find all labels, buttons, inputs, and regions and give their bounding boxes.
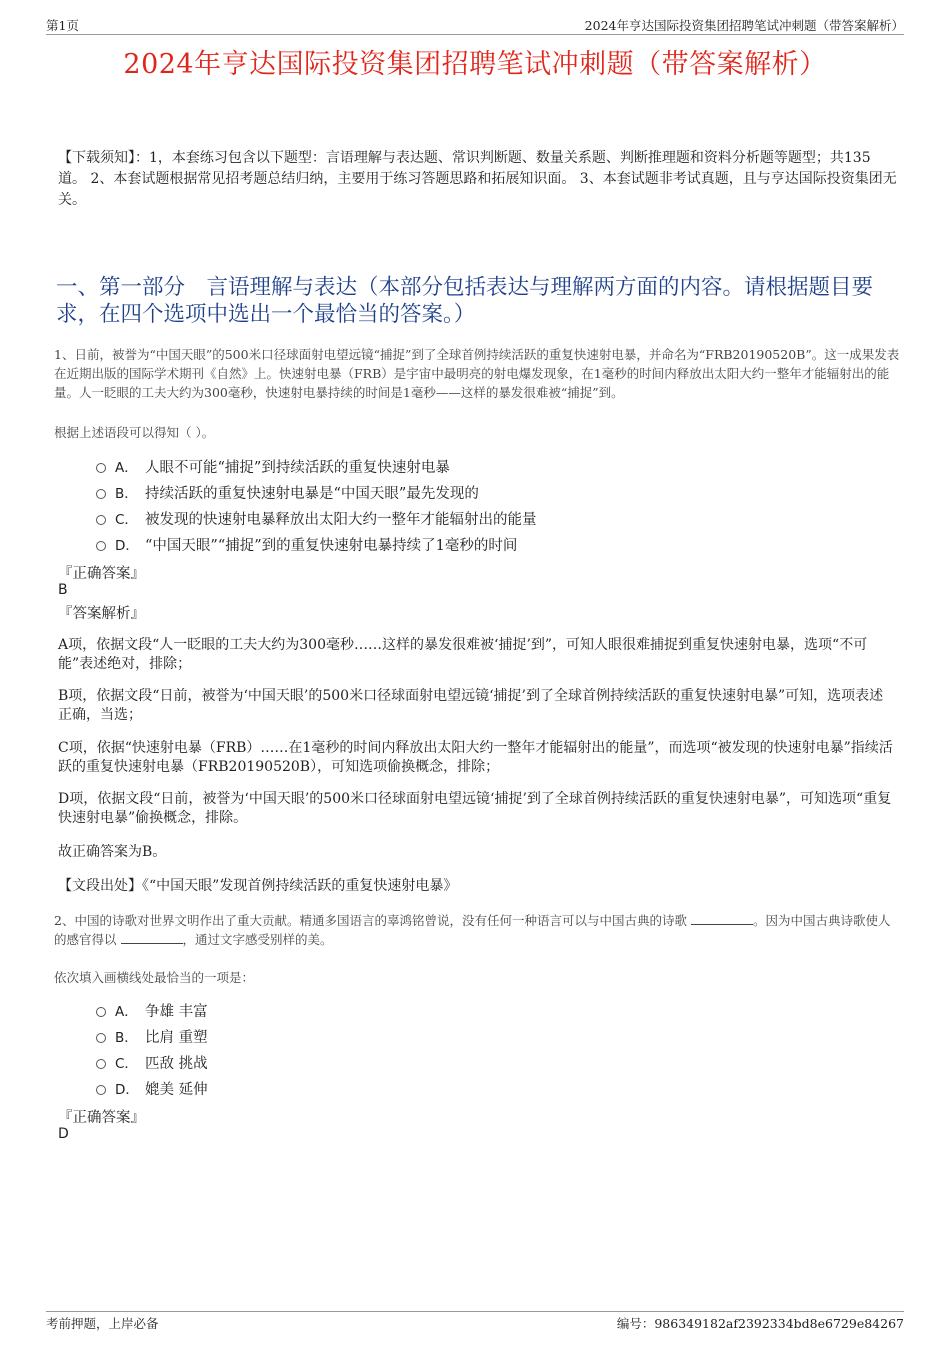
radio-icon[interactable] xyxy=(96,515,106,525)
option-text: 匹敌 挑战 xyxy=(145,1055,208,1072)
option-letter: B． xyxy=(115,486,138,502)
radio-icon[interactable] xyxy=(96,1007,106,1017)
fill-blank xyxy=(691,912,753,925)
option-text: 被发现的快速射电暴释放出太阳大约一整年才能辐射出的能量 xyxy=(145,511,537,528)
analysis-source: 【文段出处】《“中国天眼”发现首例持续活跃的重复快速射电暴》 xyxy=(58,878,458,894)
option-text: 争雄 丰富 xyxy=(145,1003,208,1020)
correct-answer-label: 『正确答案』 xyxy=(58,566,145,582)
option-text: “中国天眼”“捕捉”到的重复快速射电暴持续了1毫秒的时间 xyxy=(145,537,518,554)
option-letter: D． xyxy=(115,1082,139,1098)
correct-answer: D xyxy=(58,1126,69,1142)
footer-serial: 编号：986349182af2392334bd8e6729e84267 xyxy=(616,1316,904,1331)
header-divider xyxy=(46,34,904,35)
option-letter: D． xyxy=(115,538,139,554)
question-1-text: 1、日前，被誉为“中国天眼”的500米口径球面射电望远镜“捕捉”到了全球首例持续活跃的重复快速射电暴，并命名为“FRB20190520B”。这一成果发表在近期出版的国际学术期刊《自然》上。快速射电暴（FRB）是宇宙中最明亮的射电爆发现象，在1毫秒的时间内释放出太阳大约一整年才能辐射出的能量。人一眨眼的工夫大约为300毫秒，快速射电暴持续的时间是1毫秒——这样的暴发很难被“捕捉”到。 xyxy=(54,347,900,400)
option-text: 比肩 重塑 xyxy=(145,1029,208,1046)
analysis-conclusion: 故正确答案为B。 xyxy=(58,844,167,860)
radio-icon[interactable] xyxy=(96,489,106,499)
footer-divider xyxy=(46,1311,904,1312)
question-2-option-b[interactable] xyxy=(96,1025,208,1047)
question-1-prompt: 根据上述语段可以得知（ ）。 xyxy=(54,425,215,440)
radio-icon[interactable] xyxy=(96,1085,106,1095)
download-notice: 【下载须知】：1，本套练习包含以下题型：言语理解与表达题、常识判断题、数量关系题、判断推理题和资料分析题等题型；共135道。 2、本套试题根据常见招考题总结归纳，主要用于练习答题思路和拓展知识面。 3、本套试题非考试真题，且与亨达国际投资集团无关。 xyxy=(58,150,897,208)
question-1-option-a[interactable] xyxy=(96,455,450,477)
radio-icon[interactable] xyxy=(96,1033,106,1043)
radio-icon[interactable] xyxy=(96,463,106,473)
question-2-prompt: 依次填入画横线处最恰当的一项是： xyxy=(54,970,255,985)
radio-icon[interactable] xyxy=(96,1059,106,1069)
question-1-option-b[interactable] xyxy=(96,481,479,503)
fill-blank xyxy=(121,931,183,944)
correct-answer: B xyxy=(58,582,68,598)
analysis-c: C项，依据“快速射电暴（FRB）……在1毫秒的时间内释放出太阳大约一整年才能辐射出的能量”，而选项“被发现的快速射电暴”指续活跃的重复快速射电暴（FRB20190520B），可知选项偷换概念，排除； xyxy=(58,740,893,775)
page-number: 第1页 xyxy=(46,18,79,33)
header-doc-title: 2024年亨达国际投资集团招聘笔试冲刺题（带答案解析） xyxy=(584,18,904,33)
option-text: 持续活跃的重复快速射电暴是“中国天眼”最先发现的 xyxy=(145,485,479,502)
analysis-d: D项，依据文段“日前，被誉为‘中国天眼’的500米口径球面射电望远镜‘捕捉’到了全球首例持续活跃的重复快速射电暴”，可知选项“重复快速射电暴”偷换概念，排除。 xyxy=(58,791,892,826)
analysis-b: B项，依据文段“日前，被誉为‘中国天眼’的500米口径球面射电望远镜‘捕捉’到了全球首例持续活跃的重复快速射电暴”可知，选项表述正确，当选； xyxy=(58,688,884,723)
option-text: 人眼不可能“捕捉”到持续活跃的重复快速射电暴 xyxy=(145,459,450,476)
question-2-text-part: 。因为中国古典诗歌使人的感官得以 xyxy=(54,913,891,947)
question-1-option-c[interactable] xyxy=(96,507,537,529)
page-title: 2024年亨达国际投资集团招聘笔试冲刺题（带答案解析） xyxy=(123,49,827,80)
option-letter: A． xyxy=(115,460,138,476)
question-2-option-d[interactable] xyxy=(96,1077,208,1099)
question-2-text-part: ，通过文字感受别样的美。 xyxy=(182,932,333,947)
question-2-option-c[interactable] xyxy=(96,1051,208,1073)
question-2-text xyxy=(54,911,900,949)
option-text: 媲美 延伸 xyxy=(145,1081,208,1098)
footer-slogan: 考前押题，上岸必备 xyxy=(46,1316,159,1331)
option-letter: C． xyxy=(115,512,138,528)
option-letter: A． xyxy=(115,1004,138,1020)
question-2-text-part: 2、中国的诗歌对世界文明作出了重大贡献。精通多国语言的辜鸿铭曾说，没有任何一种语言可以与中国古典的诗歌 xyxy=(54,913,687,928)
section-title: 一、第一部分 言语理解与表达（本部分包括表达与理解两方面的内容。请根据题目要求，在四个选项中选出一个最恰当的答案。） xyxy=(56,275,874,327)
option-letter: B． xyxy=(115,1030,138,1046)
question-1-option-d[interactable] xyxy=(96,533,517,555)
analysis-a: A项，依据文段“人一眨眼的工夫大约为300毫秒……这样的暴发很难被‘捕捉’到”，可知人眼很难捕捉到重复快速射电暴，选项“不可能”表述绝对，排除； xyxy=(58,637,868,672)
question-2-option-a[interactable] xyxy=(96,999,208,1021)
option-letter: C． xyxy=(115,1056,138,1072)
correct-answer-label: 『正确答案』 xyxy=(58,1110,145,1126)
radio-icon[interactable] xyxy=(96,541,106,551)
analysis-label: 『答案解析』 xyxy=(58,606,145,622)
